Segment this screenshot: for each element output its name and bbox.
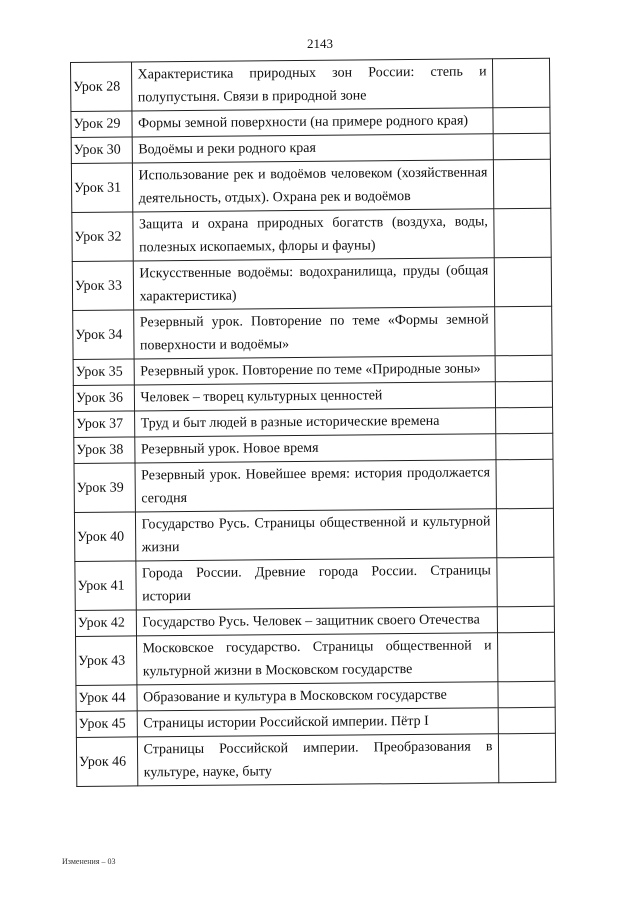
table-row (75, 557, 554, 610)
table-row (76, 632, 555, 685)
lesson-number: Урок 44 (76, 685, 137, 712)
lesson-number: Урок 32 (72, 212, 133, 262)
lesson-topic: Человек – творец культурных ценностей (134, 382, 496, 411)
lesson-number: Урок 37 (74, 411, 135, 438)
lesson-topic: Государство Русь. Страницы общественной и культурной жизни (135, 509, 497, 561)
lesson-topic: Характеристика природных зон России: степь и полупустыня. Связи в природной зоне (131, 59, 493, 111)
lesson-number: Урок 39 (74, 463, 135, 513)
empty-cell (496, 381, 553, 407)
empty-cell (496, 355, 553, 381)
lesson-topic: Образование и культура в Московском государстве (136, 682, 498, 711)
table-row (72, 257, 551, 310)
lesson-number: Урок 33 (72, 261, 133, 311)
table-row (74, 508, 553, 561)
empty-cell (495, 257, 552, 306)
empty-cell (493, 107, 550, 133)
lesson-table-body (71, 58, 556, 786)
lesson-number: Урок 36 (73, 385, 134, 412)
table-row (76, 733, 555, 786)
lesson-topic: Страницы истории Российской империи. Пётр I (137, 708, 499, 737)
table-row (71, 58, 550, 111)
lesson-number: Урок 31 (71, 163, 132, 213)
empty-cell (494, 133, 551, 159)
empty-cell (497, 557, 554, 606)
empty-cell (494, 208, 551, 257)
table-row (73, 306, 552, 359)
empty-cell (499, 707, 556, 733)
lesson-number: Урок 40 (74, 512, 135, 562)
empty-cell (496, 433, 553, 459)
page-number: 2143 (307, 36, 333, 51)
lesson-topic: Водоёмы и реки родного края (132, 134, 494, 163)
empty-cell (497, 508, 554, 557)
lesson-topic: Резервный урок. Повторение по теме «Природные зоны» (134, 356, 496, 385)
table-row (74, 459, 553, 512)
empty-cell (494, 159, 551, 208)
empty-cell (495, 306, 552, 355)
lesson-topic: Города России. Древние города России. Страницы истории (135, 558, 497, 610)
table-row (71, 159, 550, 212)
lesson-number: Урок 28 (71, 62, 132, 112)
empty-cell (498, 632, 555, 681)
lesson-number: Урок 43 (76, 636, 137, 686)
lesson-topic: Резервный урок. Новейшее время: история продолжается сегодня (135, 460, 497, 512)
lesson-number: Урок 42 (75, 610, 136, 637)
lesson-number: Урок 46 (76, 737, 137, 787)
lesson-table (70, 58, 556, 787)
lesson-number: Урок 38 (74, 437, 135, 464)
empty-cell (496, 459, 553, 508)
lesson-topic: Московское государство. Страницы общественной и культурной жизни в Московском государстве (136, 633, 498, 685)
lesson-topic: Использование рек и водоёмов человеком (хозяйственная деятельность, отдых). Охрана рек и водоёмов (132, 160, 494, 212)
lesson-topic: Искусственные водоёмы: водохранилища, пруды (общая характеристика) (133, 258, 495, 310)
empty-cell (496, 407, 553, 433)
lesson-number: Урок 34 (73, 310, 134, 360)
lesson-topic: Труд и быт людей в разные исторические времена (134, 408, 496, 437)
table-row (72, 208, 551, 261)
lesson-topic: Государство Русь. Человек – защитник своего Отечества (136, 607, 498, 636)
lesson-number: Урок 45 (76, 711, 137, 738)
lesson-number: Урок 41 (75, 561, 136, 611)
lesson-topic: Формы земной поверхности (на примере родного края) (131, 108, 493, 137)
lesson-topic: Страницы Российской империи. Преобразования в культуре, науке, быту (137, 734, 499, 786)
lesson-topic: Резервный урок. Новое время (134, 434, 496, 463)
lesson-topic: Защита и охрана природных богатств (воздуха, воды, полезных ископаемых, флоры и фауны) (132, 209, 494, 261)
lesson-number: Урок 30 (71, 137, 132, 164)
empty-cell (498, 681, 555, 707)
lesson-number: Урок 35 (73, 359, 134, 386)
footer-note: Изменения – 03 (62, 857, 116, 866)
lesson-number: Урок 29 (71, 111, 132, 138)
lesson-topic: Резервный урок. Повторение по теме «Формы земной поверхности и водоёмы» (133, 307, 495, 359)
empty-cell (493, 58, 550, 107)
empty-cell (498, 606, 555, 632)
empty-cell (499, 733, 556, 782)
